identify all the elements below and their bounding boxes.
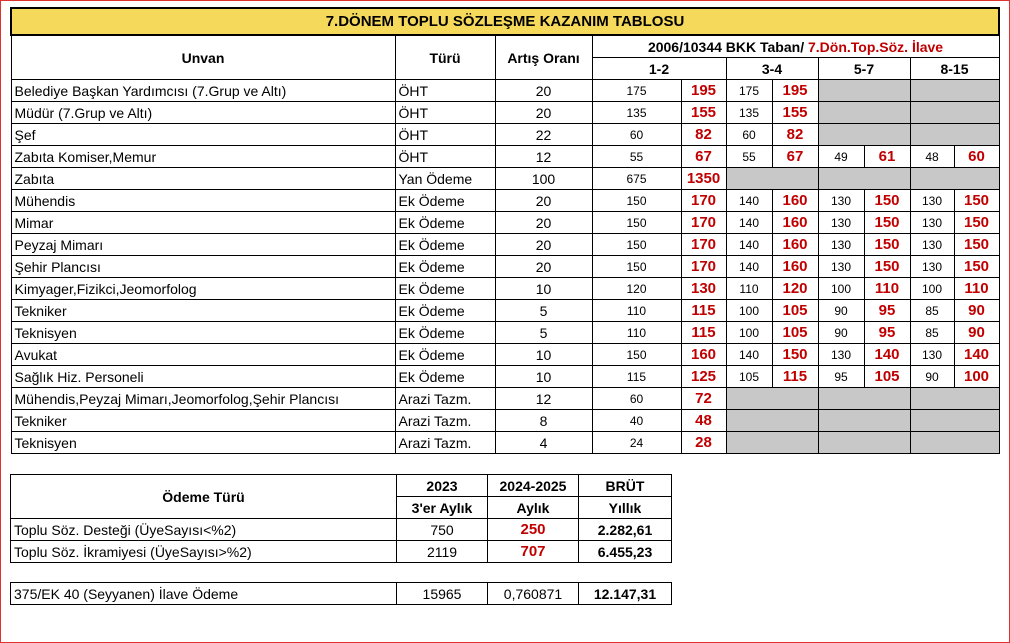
ilave-value: 140 [864, 344, 910, 366]
unvan-cell: Belediye Başkan Yardımcısı (7.Grup ve Altı) [11, 80, 395, 102]
taban-value: 150 [592, 212, 681, 234]
empty-cell [910, 102, 999, 124]
ilave-value: 67 [772, 146, 818, 168]
ilave-value: 61 [864, 146, 910, 168]
ilave-value: 170 [681, 234, 726, 256]
turu-cell: ÖHT [395, 146, 495, 168]
taban-value: 100 [726, 300, 772, 322]
header-ilave: 7.Dön.Top.Söz. İlave [807, 38, 944, 55]
payment-header-2023: 2023 [397, 475, 488, 497]
ilave-value: 160 [772, 190, 818, 212]
taban-value: 175 [726, 80, 772, 102]
ilave-value: 115 [681, 300, 726, 322]
taban-value: 140 [726, 212, 772, 234]
table-row [11, 278, 999, 300]
table-row [11, 146, 999, 168]
taban-value: 130 [818, 212, 864, 234]
ilave-value: 120 [772, 278, 818, 300]
ilave-value: 110 [954, 278, 999, 300]
unvan-cell: Kimyager,Fizikci,Jeomorfolog [11, 278, 395, 300]
header-turu: Türü [395, 35, 495, 80]
taban-value: 100 [818, 278, 864, 300]
taban-value: 55 [592, 146, 681, 168]
empty-cell [910, 432, 999, 454]
taban-value: 140 [726, 234, 772, 256]
ilave-value: 115 [681, 322, 726, 344]
payment-table [10, 474, 672, 563]
ilave-value: 1350 [681, 168, 726, 190]
taban-value: 130 [910, 212, 954, 234]
ilave-value: 170 [681, 256, 726, 278]
ilave-value: 90 [954, 300, 999, 322]
artis-cell: 10 [495, 278, 592, 300]
artis-cell: 12 [495, 388, 592, 410]
payment-2023-value: 2119 [397, 541, 488, 563]
header-artis: Artış Oranı [495, 35, 592, 80]
ilave-value: 160 [772, 212, 818, 234]
unvan-cell: Tekniker [11, 300, 395, 322]
taban-value: 130 [818, 234, 864, 256]
ilave-value: 160 [772, 234, 818, 256]
payment-2024-value: 250 [488, 519, 579, 541]
artis-cell: 20 [495, 190, 592, 212]
ilave-value: 150 [954, 212, 999, 234]
header-taban: 2006/10344 BKK Taban/ [647, 38, 805, 55]
turu-cell: Arazi Tazm. [395, 410, 495, 432]
artis-cell: 20 [495, 102, 592, 124]
ilave-value: 155 [681, 102, 726, 124]
taban-value: 60 [726, 124, 772, 146]
table-row [11, 432, 999, 454]
artis-cell: 20 [495, 212, 592, 234]
taban-value: 90 [818, 322, 864, 344]
artis-cell: 10 [495, 344, 592, 366]
header-group-1-2: 1-2 [592, 58, 726, 80]
empty-cell [910, 410, 999, 432]
header-group-3-4: 3-4 [726, 58, 818, 80]
ilave-value: 82 [772, 124, 818, 146]
payment-row [11, 541, 672, 563]
empty-cell [910, 80, 999, 102]
unvan-cell: Mühendis,Peyzaj Mimarı,Jeomorfolog,Şehir Plancısı [11, 388, 395, 410]
payment-label: Toplu Söz. Desteği (ÜyeSayısı<%2) [11, 519, 397, 541]
taban-value: 140 [726, 190, 772, 212]
payment-row [11, 519, 672, 541]
taban-value: 150 [592, 344, 681, 366]
header-group-5-7: 5-7 [818, 58, 910, 80]
payment-header-brut: BRÜT [579, 475, 672, 497]
ilave-value: 95 [864, 300, 910, 322]
empty-cell [818, 124, 910, 146]
table-row [11, 124, 999, 146]
ilave-value: 155 [772, 102, 818, 124]
payment-2023-value: 750 [397, 519, 488, 541]
unvan-cell: Zabıta [11, 168, 395, 190]
turu-cell: ÖHT [395, 80, 495, 102]
taban-value: 130 [818, 256, 864, 278]
unvan-cell: Mühendis [11, 190, 395, 212]
unvan-cell: Avukat [11, 344, 395, 366]
ilave-value: 170 [681, 190, 726, 212]
taban-value: 49 [818, 146, 864, 168]
table-row [11, 344, 999, 366]
ilave-value: 160 [681, 344, 726, 366]
extra-value-b: 0,760871 [488, 583, 579, 605]
table-row [11, 80, 999, 102]
table-row [11, 388, 999, 410]
taban-value: 115 [592, 366, 681, 388]
turu-cell: Ek Ödeme [395, 234, 495, 256]
ilave-value: 150 [864, 212, 910, 234]
taban-value: 130 [910, 256, 954, 278]
artis-cell: 10 [495, 366, 592, 388]
artis-cell: 12 [495, 146, 592, 168]
empty-cell [910, 168, 999, 190]
taban-value: 90 [910, 366, 954, 388]
payment-sub-2023: 3'er Aylık [397, 497, 488, 519]
empty-cell [726, 410, 818, 432]
unvan-cell: Sağlık Hiz. Personeli [11, 366, 395, 388]
turu-cell: Yan Ödeme [395, 168, 495, 190]
table-title: 7.DÖNEM TOPLU SÖZLEŞME KAZANIM TABLOSU [11, 8, 999, 35]
taban-value: 40 [592, 410, 681, 432]
ilave-value: 125 [681, 366, 726, 388]
taban-value: 140 [726, 344, 772, 366]
unvan-cell: Teknisyen [11, 432, 395, 454]
taban-value: 175 [592, 80, 681, 102]
ilave-value: 72 [681, 388, 726, 410]
payment-sub-2024: Aylık [488, 497, 579, 519]
unvan-cell: Müdür (7.Grup ve Altı) [11, 102, 395, 124]
turu-cell: Arazi Tazm. [395, 388, 495, 410]
payment-header-2024: 2024-2025 [488, 475, 579, 497]
taban-value: 150 [592, 234, 681, 256]
ilave-value: 95 [864, 322, 910, 344]
ilave-value: 100 [954, 366, 999, 388]
empty-cell [910, 388, 999, 410]
taban-value: 150 [592, 256, 681, 278]
taban-value: 130 [818, 190, 864, 212]
ilave-value: 82 [681, 124, 726, 146]
artis-cell: 8 [495, 410, 592, 432]
empty-cell [818, 168, 910, 190]
taban-value: 85 [910, 322, 954, 344]
ilave-value: 195 [772, 80, 818, 102]
artis-cell: 20 [495, 234, 592, 256]
taban-value: 120 [592, 278, 681, 300]
taban-value: 135 [726, 102, 772, 124]
payment-sub-brut: Yıllık [579, 497, 672, 519]
empty-cell [818, 102, 910, 124]
ilave-value: 110 [864, 278, 910, 300]
ilave-value: 150 [864, 256, 910, 278]
turu-cell: Ek Ödeme [395, 300, 495, 322]
ilave-value: 105 [864, 366, 910, 388]
payment-label: Toplu Söz. İkramiyesi (ÜyeSayısı>%2) [11, 541, 397, 563]
table-row [11, 190, 999, 212]
taban-value: 135 [592, 102, 681, 124]
ilave-value: 105 [772, 300, 818, 322]
taban-value: 130 [910, 344, 954, 366]
turu-cell: Ek Ödeme [395, 366, 495, 388]
taban-value: 130 [818, 344, 864, 366]
extra-label: 375/EK 40 (Seyyanen) İlave Ödeme [11, 583, 397, 605]
taban-value: 110 [592, 322, 681, 344]
artis-cell: 20 [495, 256, 592, 278]
header-taban-ilave [592, 35, 999, 58]
ilave-value: 130 [681, 278, 726, 300]
ilave-value: 28 [681, 432, 726, 454]
unvan-cell: Mimar [11, 212, 395, 234]
ilave-value: 195 [681, 80, 726, 102]
table-row [11, 168, 999, 190]
taban-value: 55 [726, 146, 772, 168]
unvan-cell: Şehir Plancısı [11, 256, 395, 278]
extra-value-a: 15965 [397, 583, 488, 605]
taban-value: 150 [592, 190, 681, 212]
taban-value: 95 [818, 366, 864, 388]
ilave-value: 150 [864, 190, 910, 212]
turu-cell: Ek Ödeme [395, 190, 495, 212]
ilave-value: 60 [954, 146, 999, 168]
ilave-value: 150 [954, 256, 999, 278]
taban-value: 48 [910, 146, 954, 168]
ilave-value: 150 [772, 344, 818, 366]
taban-value: 140 [726, 256, 772, 278]
ilave-value: 170 [681, 212, 726, 234]
unvan-cell: Teknisyen [11, 322, 395, 344]
payment-header-odeme: Ödeme Türü [11, 475, 397, 519]
payment-brut-value: 6.455,23 [579, 541, 672, 563]
turu-cell: Ek Ödeme [395, 212, 495, 234]
turu-cell: ÖHT [395, 102, 495, 124]
empty-cell [818, 432, 910, 454]
empty-cell [818, 80, 910, 102]
taban-value: 60 [592, 388, 681, 410]
ilave-value: 150 [954, 190, 999, 212]
empty-cell [726, 388, 818, 410]
artis-cell: 5 [495, 300, 592, 322]
ilave-value: 90 [954, 322, 999, 344]
taban-value: 130 [910, 190, 954, 212]
empty-cell [726, 432, 818, 454]
payment-brut-value: 2.282,61 [579, 519, 672, 541]
turu-cell: Ek Ödeme [395, 322, 495, 344]
artis-cell: 4 [495, 432, 592, 454]
header-unvan: Unvan [11, 35, 395, 80]
taban-value: 24 [592, 432, 681, 454]
artis-cell: 22 [495, 124, 592, 146]
taban-value: 110 [726, 278, 772, 300]
taban-value: 90 [818, 300, 864, 322]
taban-value: 100 [726, 322, 772, 344]
extra-value-c: 12.147,31 [579, 583, 672, 605]
table-row [11, 212, 999, 234]
table-row [11, 366, 999, 388]
turu-cell: Arazi Tazm. [395, 432, 495, 454]
turu-cell: Ek Ödeme [395, 344, 495, 366]
ilave-value: 150 [864, 234, 910, 256]
taban-value: 675 [592, 168, 681, 190]
ilave-value: 67 [681, 146, 726, 168]
unvan-cell: Peyzaj Mimarı [11, 234, 395, 256]
ilave-value: 115 [772, 366, 818, 388]
kazanim-table [10, 7, 1000, 454]
table-row [11, 300, 999, 322]
ilave-value: 150 [954, 234, 999, 256]
ilave-value: 160 [772, 256, 818, 278]
taban-value: 100 [910, 278, 954, 300]
taban-value: 60 [592, 124, 681, 146]
turu-cell: ÖHT [395, 124, 495, 146]
empty-cell [910, 124, 999, 146]
unvan-cell: Zabıta Komiser,Memur [11, 146, 395, 168]
unvan-cell: Şef [11, 124, 395, 146]
header-group-8-15: 8-15 [910, 58, 999, 80]
table-row [11, 102, 999, 124]
table-row [11, 322, 999, 344]
table-row [11, 410, 999, 432]
taban-value: 85 [910, 300, 954, 322]
ilave-value: 140 [954, 344, 999, 366]
artis-cell: 5 [495, 322, 592, 344]
artis-cell: 100 [495, 168, 592, 190]
table-row [11, 234, 999, 256]
empty-cell [818, 410, 910, 432]
extra-payment-table [10, 582, 672, 605]
ilave-value: 48 [681, 410, 726, 432]
empty-cell [726, 168, 818, 190]
artis-cell: 20 [495, 80, 592, 102]
taban-value: 110 [592, 300, 681, 322]
payment-2024-value: 707 [488, 541, 579, 563]
empty-cell [818, 388, 910, 410]
extra-payment-row [11, 583, 672, 605]
ilave-value: 105 [772, 322, 818, 344]
turu-cell: Ek Ödeme [395, 256, 495, 278]
taban-value: 130 [910, 234, 954, 256]
turu-cell: Ek Ödeme [395, 278, 495, 300]
table-row [11, 256, 999, 278]
unvan-cell: Tekniker [11, 410, 395, 432]
taban-value: 105 [726, 366, 772, 388]
